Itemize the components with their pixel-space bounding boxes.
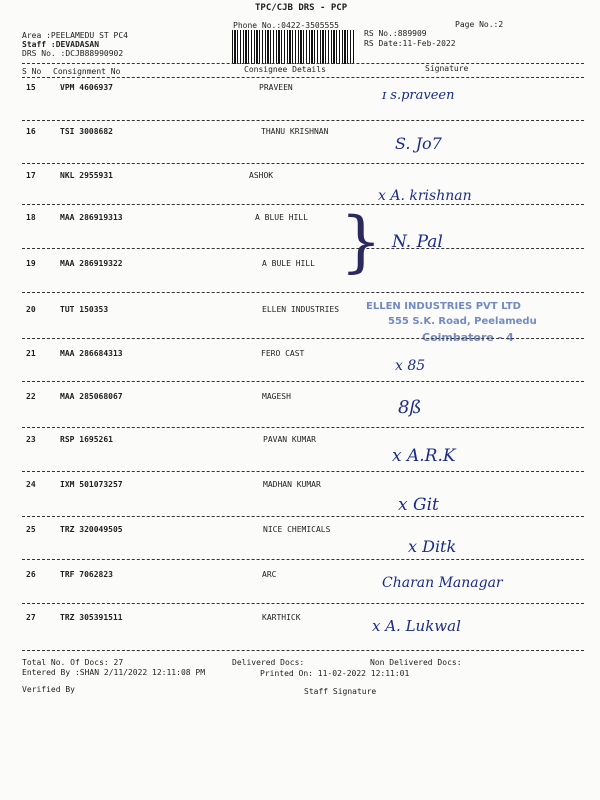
divider	[22, 77, 584, 78]
divider	[22, 650, 584, 651]
row-divider	[22, 248, 584, 249]
non-delivered-docs: Non Delivered Docs:	[370, 658, 462, 667]
row-divider	[22, 516, 584, 517]
table-row	[0, 480, 600, 526]
row-sno: 20	[26, 305, 36, 314]
signature: x 85	[395, 358, 426, 374]
row-consignee: NICE CHEMICALS	[263, 525, 331, 534]
row-divider	[22, 381, 584, 382]
signature: x A.R.K	[392, 446, 456, 466]
row-divider	[22, 471, 584, 472]
row-sno: 21	[26, 349, 36, 358]
row-consignee: PRAVEEN	[259, 83, 293, 92]
row-consignee: A BLUE HILL	[255, 213, 308, 222]
row-consignment: TRF 7062823	[60, 570, 113, 579]
table-row	[0, 570, 600, 616]
table-row	[0, 613, 600, 659]
row-consignee: KARTHICK	[262, 613, 301, 622]
row-consignment: IXM 501073257	[60, 480, 123, 489]
stamp-line: Coimbatore - 4	[422, 331, 514, 344]
table-row	[0, 127, 600, 173]
table-row	[0, 525, 600, 571]
signature: S. Jo7	[395, 134, 442, 153]
row-consignee: ARC	[262, 570, 277, 579]
page-number: Page No.:2	[455, 20, 504, 29]
printed-on: Printed On: 11-02-2022 12:11:01	[260, 669, 410, 678]
table-row	[0, 392, 600, 438]
row-consignee: THANU KRISHNAN	[261, 127, 329, 136]
table-row	[0, 435, 600, 481]
signature: x Git	[398, 495, 439, 515]
row-consignment: TRZ 305391511	[60, 613, 123, 622]
signature: N. Pal	[392, 232, 443, 252]
row-consignee: ELLEN INDUSTRIES	[262, 305, 340, 314]
document-title: TPC/CJB DRS - PCP	[255, 3, 348, 13]
table-row	[0, 349, 600, 395]
row-consignment: VPM 4606937	[60, 83, 113, 92]
phone-number: Phone No.:0422-3505555	[233, 21, 339, 30]
stamp-line: 555 S.K. Road, Peelamedu	[388, 316, 537, 327]
staff-signature-label: Staff Signature	[304, 687, 377, 696]
row-consignment: NKL 2955931	[60, 171, 113, 180]
row-divider	[22, 427, 584, 428]
rs-date: RS Date:11-Feb-2022	[364, 39, 456, 48]
row-sno: 25	[26, 525, 36, 534]
row-consignment: MAA 286684313	[60, 349, 123, 358]
row-sno: 24	[26, 480, 36, 489]
row-sno: 23	[26, 435, 36, 444]
row-sno: 27	[26, 613, 36, 622]
row-sno: 18	[26, 213, 36, 222]
row-divider	[22, 204, 584, 205]
signature: x A. krishnan	[378, 188, 472, 204]
signature: x A. Lukwal	[372, 617, 461, 635]
table-row	[0, 213, 600, 259]
table-row	[0, 259, 600, 305]
row-divider	[22, 163, 584, 164]
entered-by: Entered By :SHAN 2/11/2022 12:11:08 PM	[22, 668, 206, 677]
column-header-consignment: Consignment No	[53, 67, 121, 76]
row-consignment: TSI 3008682	[60, 127, 113, 136]
area-field: Area :PEELAMEDU ST PC4	[22, 31, 128, 40]
signature: 8ß	[398, 397, 422, 418]
table-row	[0, 83, 600, 129]
row-sno: 19	[26, 259, 36, 268]
row-consignment: TUT 150353	[60, 305, 109, 314]
row-consignee: A BULE HILL	[262, 259, 315, 268]
row-divider	[22, 603, 584, 604]
row-divider	[22, 559, 584, 560]
row-consignment: MAA 285068067	[60, 392, 123, 401]
row-consignment: RSP 1695261	[60, 435, 113, 444]
row-sno: 16	[26, 127, 36, 136]
row-consignee: ASHOK	[249, 171, 274, 180]
row-divider	[22, 120, 584, 121]
row-consignment: TRZ 320049505	[60, 525, 123, 534]
row-consignee: PAVAN KUMAR	[263, 435, 316, 444]
signature: Charan Managar	[382, 575, 503, 591]
row-sno: 17	[26, 171, 36, 180]
barcode-icon	[232, 30, 355, 64]
stamp-line: ELLEN INDUSTRIES PVT LTD	[366, 301, 521, 312]
row-sno: 22	[26, 392, 36, 401]
row-divider	[22, 292, 584, 293]
column-header-sno: S No	[22, 67, 42, 76]
rs-number: RS No.:889909	[364, 29, 427, 38]
signature: x Ditk	[408, 537, 457, 556]
brace-icon: }	[340, 203, 382, 280]
total-docs: Total No. Of Docs: 27	[22, 658, 124, 667]
column-header-signature: Signature	[425, 64, 469, 73]
verified-by: Verified By	[22, 685, 75, 694]
row-consignment: MAA 286919322	[60, 259, 123, 268]
staff-field: Staff :DEVADASAN	[22, 40, 100, 49]
row-sno: 15	[26, 83, 36, 92]
row-consignee: MADHAN KUMAR	[263, 480, 321, 489]
divider	[22, 63, 584, 64]
column-header-consignee: Consignee Details	[244, 65, 326, 74]
row-divider	[22, 338, 584, 339]
row-consignee: FERO CAST	[261, 349, 305, 358]
signature: ɪ s.praveen	[382, 88, 455, 103]
row-sno: 26	[26, 570, 36, 579]
drs-number: DRS No. :DCJB88990902	[22, 49, 124, 58]
delivered-docs: Delivered Docs:	[232, 658, 305, 667]
row-consignment: MAA 286919313	[60, 213, 123, 222]
row-consignee: MAGESH	[262, 392, 291, 401]
table-row	[0, 171, 600, 217]
